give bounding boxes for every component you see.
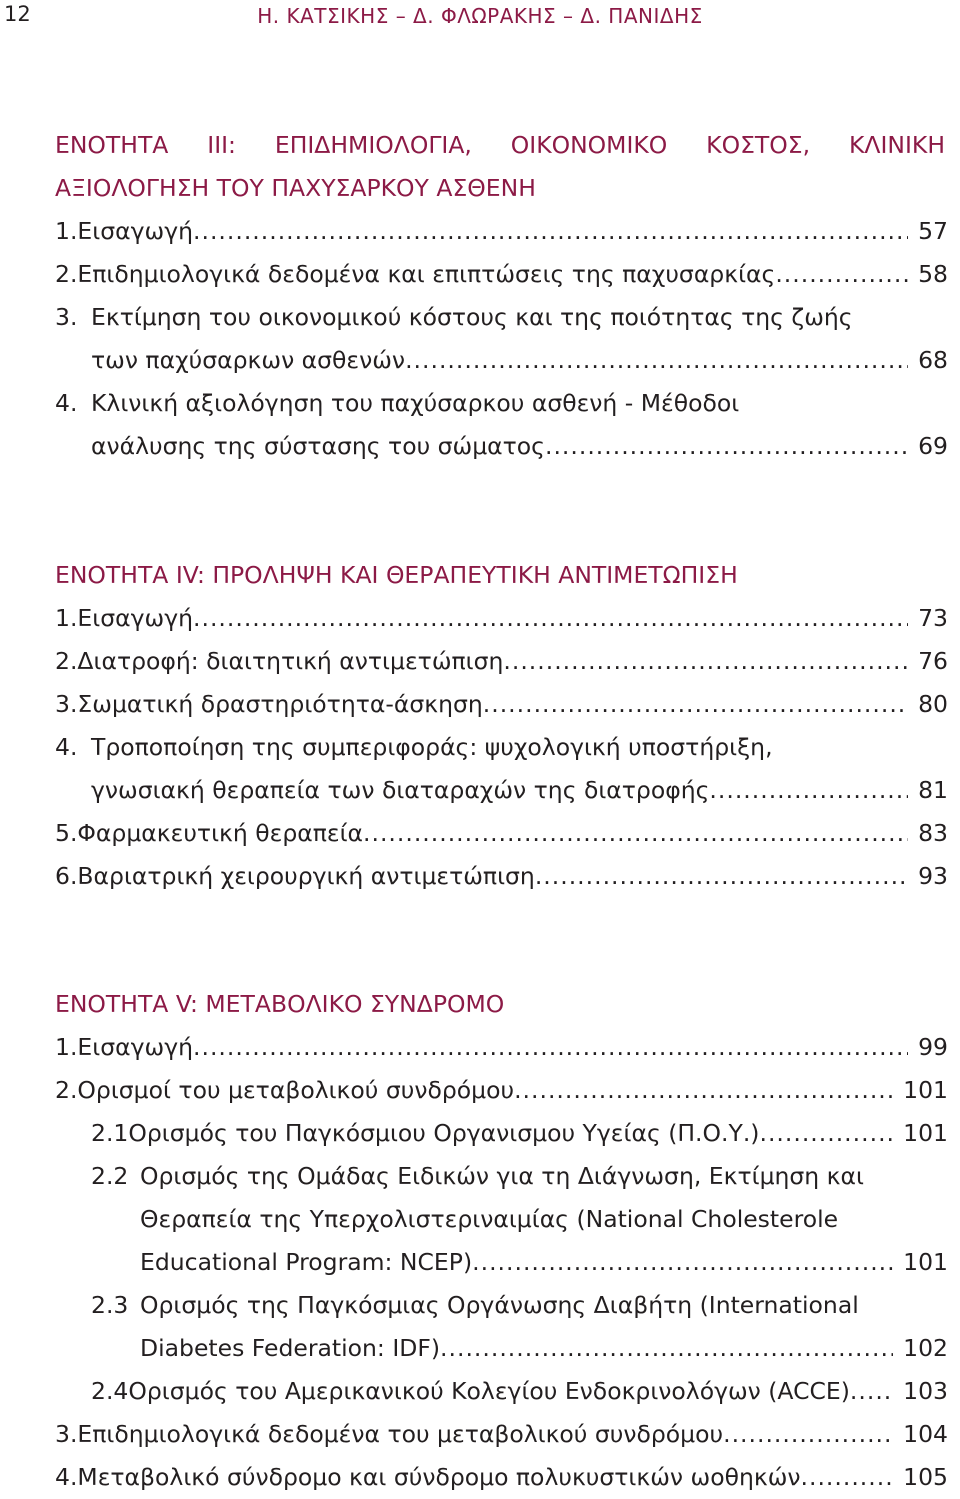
toc-entry-title: ανάλυσης της σύστασης του σώματος bbox=[91, 432, 545, 460]
toc-entry-page: 103 bbox=[903, 1377, 948, 1405]
section-4-title: ΕΝΟΤΗΤΑ IV: ΠΡΟΛΗΨΗ ΚΑΙ ΘΕΡΑΠΕΥΤΙΚΗ ΑΝΤΙΜΕΤΩΠΙΣΗ bbox=[55, 561, 738, 589]
toc-entry-number: 3. bbox=[55, 690, 78, 718]
toc-dot-leader bbox=[850, 1370, 893, 1413]
toc-entry bbox=[91, 339, 948, 382]
toc-entry bbox=[55, 253, 948, 296]
toc-dot-leader bbox=[759, 1112, 893, 1155]
toc-dot-leader bbox=[503, 640, 908, 683]
toc-entry bbox=[55, 726, 948, 769]
toc-entry-page: 69 bbox=[918, 432, 948, 460]
toc-entry bbox=[91, 769, 948, 812]
toc-entry-page: 104 bbox=[903, 1420, 948, 1448]
toc-entry-number: 2.1 bbox=[91, 1119, 129, 1147]
toc-entry-title: Φαρμακευτική θεραπεία bbox=[77, 819, 364, 847]
toc-entry-page: 101 bbox=[903, 1076, 948, 1104]
toc-entry bbox=[55, 1413, 948, 1456]
toc-entry bbox=[91, 1284, 948, 1327]
toc-entry bbox=[55, 1069, 948, 1112]
toc-dot-leader bbox=[723, 1413, 893, 1456]
toc-entry-page: 93 bbox=[918, 862, 948, 890]
toc-entry-page: 76 bbox=[918, 647, 948, 675]
header-page-number: 12 bbox=[4, 2, 31, 26]
toc-entry-title: Τροποποίηση της συμπεριφοράς: ψυχολογική υποστήριξη, bbox=[91, 733, 773, 761]
toc-entry-number: 5. bbox=[55, 819, 78, 847]
toc-entry bbox=[91, 425, 948, 468]
toc-entry-title: Ορισμός του Παγκόσμιου Οργανισμου Υγείας (Π.Ο.Υ.) bbox=[128, 1119, 760, 1147]
toc-entry-page: 105 bbox=[903, 1463, 948, 1491]
toc-entry-title: γνωσιακή θεραπεία των διαταραχών της διατροφής bbox=[91, 776, 710, 804]
toc-entry bbox=[55, 296, 948, 339]
toc-dot-leader bbox=[405, 339, 908, 382]
section-3-title-line-2: ΑΞΙΟΛΟΓΗΣΗ ΤΟΥ ΠΑΧΥΣΑΡΚΟΥ ΑΣΘΕΝΗ bbox=[55, 174, 536, 202]
toc-dot-leader bbox=[193, 1026, 908, 1069]
toc-entry-page: 57 bbox=[918, 217, 948, 245]
toc-entry-number: 2. bbox=[55, 1076, 78, 1104]
toc-entry-title: Κλινική αξιολόγηση του παχύσαρκου ασθενή - Μέθοδοι bbox=[91, 389, 740, 417]
toc-entry-title: Ορισμός της Παγκόσμιας Οργάνωσης Διαβήτη (International bbox=[140, 1291, 859, 1319]
toc-entry bbox=[55, 382, 948, 425]
toc-entry-number: 4. bbox=[55, 389, 78, 417]
toc-dot-leader bbox=[193, 597, 908, 640]
toc-entry-title: Ορισμός της Ομάδας Ειδικών για τη Διάγνωση, Εκτίμηση και bbox=[140, 1162, 864, 1190]
section-5-title: ΕΝΟΤΗΤΑ V: ΜΕΤΑΒΟΛΙΚΟ ΣΥΝΔΡΟΜΟ bbox=[55, 990, 505, 1018]
toc-entry bbox=[55, 683, 948, 726]
toc-entry-title: Εκτίμηση του οικονομικού κόστους και της ποιότητας της ζωής bbox=[91, 303, 853, 331]
toc-entry-page: 81 bbox=[918, 776, 948, 804]
toc-dot-leader bbox=[363, 812, 908, 855]
toc-dot-leader bbox=[535, 855, 908, 898]
toc-entry-title: Επιδημιολογικά δεδομένα του μεταβολικού συνδρόμου bbox=[77, 1420, 724, 1448]
toc-dot-leader bbox=[709, 769, 908, 812]
toc-entry-page: 73 bbox=[918, 604, 948, 632]
toc-entry-page: 99 bbox=[918, 1033, 948, 1061]
toc-entry-page: 101 bbox=[903, 1119, 948, 1147]
toc-entry-title: Θεραπεία της Υπερχολιστεριναιμίας (National Cholesterole bbox=[140, 1205, 839, 1233]
toc-entry-page: 58 bbox=[918, 260, 948, 288]
toc-entry-number: 2.2 bbox=[91, 1162, 129, 1190]
toc-entry-title: Diabetes Federation: IDF) bbox=[140, 1334, 441, 1362]
toc-entry bbox=[140, 1241, 948, 1284]
toc-entry bbox=[55, 210, 948, 253]
toc-dot-leader bbox=[472, 1241, 893, 1284]
toc-entry bbox=[140, 1327, 948, 1370]
toc-dot-leader bbox=[440, 1327, 893, 1370]
toc-dot-leader bbox=[193, 210, 908, 253]
toc-entry-page: 80 bbox=[918, 690, 948, 718]
toc-entry-number: 2.4 bbox=[91, 1377, 129, 1405]
toc-entry bbox=[55, 640, 948, 683]
running-header: Η. ΚΑΤΣΙΚΗΣ – Δ. ΦΛΩΡΑΚΗΣ – Δ. ΠΑΝΙΔΗΣ bbox=[257, 4, 703, 28]
toc-entry bbox=[91, 1155, 948, 1198]
toc-entry-number: 1. bbox=[55, 1033, 78, 1061]
toc-entry-number: 3. bbox=[55, 303, 78, 331]
toc-entry-title: Μεταβολικό σύνδρομο και σύνδρομο πολυκυστικών ωοθηκών bbox=[77, 1463, 801, 1491]
toc-entry-number: 3. bbox=[55, 1420, 78, 1448]
toc-entry bbox=[140, 1198, 948, 1241]
toc-entry-page: 68 bbox=[918, 346, 948, 374]
toc-entry-title: Ορισμός του Αμερικανικού Κολεγίου Ενδοκρινολόγων (ACCE) bbox=[128, 1377, 850, 1405]
section-3-title bbox=[55, 124, 945, 210]
toc-entry-title: Βαριατρική χειρουργική αντιμετώπιση bbox=[77, 862, 535, 890]
toc-entry-title: Διατροφή: διαιτητική αντιμετώπιση bbox=[77, 647, 504, 675]
toc-entry-title: των παχύσαρκων ασθενών bbox=[91, 346, 406, 374]
toc-entry bbox=[91, 1370, 948, 1413]
toc-entry-title: Εισαγωγή bbox=[77, 604, 193, 632]
toc-entry-title: Σωματική δραστηριότητα-άσκηση bbox=[77, 690, 483, 718]
toc-entry-number: 4. bbox=[55, 1463, 78, 1491]
toc-entry-number: 4. bbox=[55, 733, 78, 761]
toc-dot-leader bbox=[483, 683, 908, 726]
toc-entry-page: 101 bbox=[903, 1248, 948, 1276]
toc-dot-leader bbox=[545, 425, 908, 468]
toc-entry bbox=[55, 855, 948, 898]
toc-entry-number: 2. bbox=[55, 647, 78, 675]
toc-entry bbox=[91, 1112, 948, 1155]
toc-entry bbox=[55, 597, 948, 640]
toc-entry-title: Educational Program: NCEP) bbox=[140, 1248, 473, 1276]
toc-entry-title: Επιδημιολογικά δεδομένα και επιπτώσεις της παχυσαρκίας bbox=[77, 260, 776, 288]
toc-entry-number: 1. bbox=[55, 604, 78, 632]
toc-dot-leader bbox=[514, 1069, 893, 1112]
toc-entry-number: 1. bbox=[55, 217, 78, 245]
toc-entry bbox=[55, 1456, 948, 1499]
toc-entry bbox=[55, 812, 948, 855]
toc-dot-leader bbox=[775, 253, 908, 296]
toc-entry-page: 83 bbox=[918, 819, 948, 847]
toc-dot-leader bbox=[801, 1456, 894, 1499]
toc-entry-title: Ορισμοί του μεταβολικού συνδρόμου bbox=[77, 1076, 515, 1104]
toc-entry-title: Εισαγωγή bbox=[77, 1033, 193, 1061]
section-3-title-line-1: ΕΝΟΤΗΤΑ ΙΙΙ: ΕΠΙΔΗΜΙΟΛΟΓΙΑ, ΟΙΚΟΝΟΜΙΚΟ ΚΟΣΤΟΣ, ΚΛΙΝΙΚΗ bbox=[55, 131, 945, 159]
toc-entry-title: Εισαγωγή bbox=[77, 217, 193, 245]
toc-entry-number: 2.3 bbox=[91, 1291, 129, 1319]
toc-entry bbox=[55, 1026, 948, 1069]
toc-entry-number: 6. bbox=[55, 862, 78, 890]
toc-entry-page: 102 bbox=[903, 1334, 948, 1362]
toc-entry-number: 2. bbox=[55, 260, 78, 288]
